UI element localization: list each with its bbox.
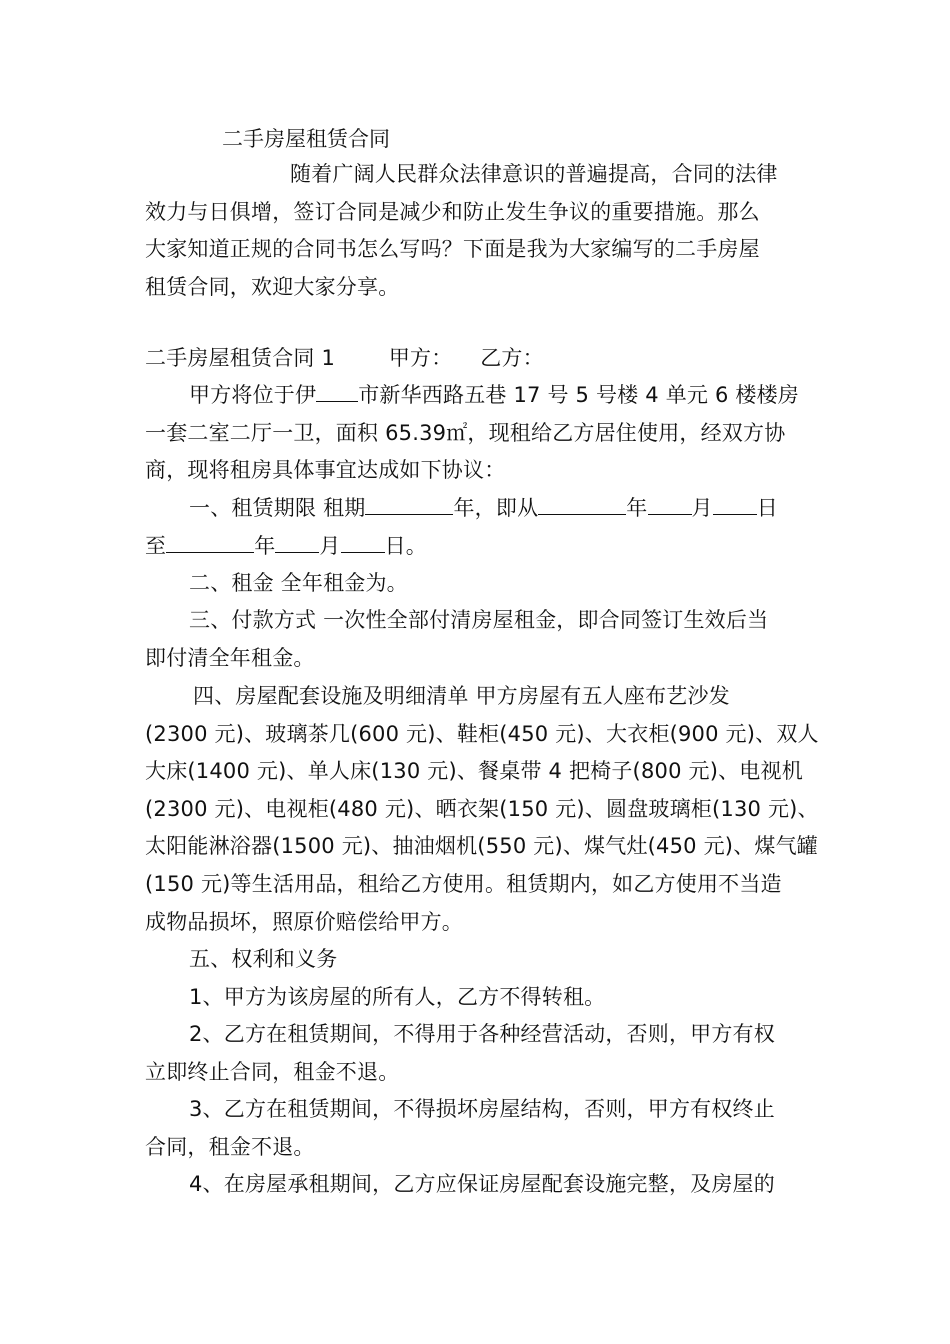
- blank-start-day: [713, 492, 757, 515]
- rights-item-3: [145, 1091, 807, 1166]
- rights-section: [145, 941, 807, 1016]
- text-line: 随着广阔人民群众法律意识的普遍提高，合同的法律: [290, 162, 778, 186]
- payment-paragraph: [145, 602, 807, 677]
- blank-end-day: [341, 530, 385, 553]
- text-line: 成物品损坏，照原价赔偿给甲方。: [145, 909, 463, 934]
- text-line: 商，现将租房具体事宜达成如下协议：: [145, 458, 506, 483]
- blank-years: [365, 492, 453, 515]
- rights-item-2: [145, 1016, 807, 1091]
- term-text: 年，即从: [453, 496, 539, 520]
- text-line: (2300 元)、电视柜(480 元)、晒衣架(150 元)、圆盘玻璃柜(130 元)、: [145, 796, 819, 821]
- rent-paragraph: [145, 565, 807, 603]
- location-text: 甲方将位于伊: [189, 383, 317, 407]
- text-line: (150 元)等生活用品，租给乙方使用。租赁期内，如乙方使用不当造: [145, 871, 782, 896]
- text-line: 四、房屋配套设施及明细清单 甲方房屋有五人座布艺沙发: [193, 684, 730, 708]
- party-a-label: 甲方：: [388, 346, 453, 370]
- document-title: 二手房屋租赁合同: [222, 127, 390, 151]
- location-text: 市新华西路五巷 17 号 5 号楼 4 单元 6 楼楼房: [358, 383, 800, 407]
- term-text: 至: [145, 533, 167, 558]
- rights-item-1: 1、甲方为该房屋的所有人，乙方不得转租。: [189, 984, 606, 1009]
- term-text: 年: [626, 496, 648, 520]
- term-text: 年: [254, 533, 276, 558]
- rights-heading: 五、权利和义务: [189, 947, 338, 971]
- text-line: 4、在房屋承租期间，乙方应保证房屋配套设施完整，及房屋的: [189, 1172, 775, 1196]
- text-line: 合同，租金不退。: [145, 1134, 315, 1159]
- term-paragraph: [145, 490, 807, 565]
- term-text: 月: [691, 496, 713, 520]
- blank-start-year: [538, 492, 626, 515]
- text-line: (2300 元)、玻璃茶几(600 元)、鞋柜(450 元)、大衣柜(900 元)、双人: [145, 721, 819, 746]
- term-text: 日: [756, 496, 778, 520]
- party-b-label: 乙方：: [480, 346, 544, 370]
- text-line: 2、乙方在租赁期间，不得用于各种经营活动，否则，甲方有权: [189, 1022, 775, 1046]
- text-line: 太阳能淋浴器(1500 元)、抽油烟机(550 元)、煤气灶(450 元)、煤气罐: [145, 834, 818, 859]
- blank-start-month: [648, 492, 692, 515]
- text-line: 大床(1400 元)、单人床(130 元)、餐桌带 4 把椅子(800 元)、电视机: [145, 759, 803, 784]
- facilities-paragraph: [145, 678, 819, 941]
- term-label: 一、租赁期限 租期: [189, 496, 366, 520]
- blank-end-year: [166, 530, 254, 553]
- contract-heading-line: [145, 340, 807, 378]
- text-line: 三、付款方式 一次性全部付清房屋租金，即合同签订生效后当: [189, 608, 769, 632]
- text-line: 二、租金 全年租金为。: [189, 571, 408, 595]
- text-line: 租赁合同，欢迎大家分享。: [145, 274, 400, 299]
- text-line: 效力与日俱增，签订合同是减少和防止发生争议的重要措施。那么: [145, 199, 760, 224]
- text-line: 大家知道正规的合同书怎么写吗？下面是我为大家编写的二手房屋: [145, 237, 760, 262]
- location-paragraph: [145, 377, 807, 490]
- text-line: 立即终止合同，租金不退。: [145, 1059, 400, 1084]
- text-line: 3、乙方在租赁期间，不得损坏房屋结构，否则，甲方有权终止: [189, 1097, 775, 1121]
- blank-end-month: [275, 530, 319, 553]
- rights-item-4: [145, 1166, 807, 1204]
- blank-city: [316, 379, 358, 402]
- term-text: 日。: [384, 533, 428, 558]
- intro-paragraph: [145, 156, 807, 306]
- term-text: 月: [319, 533, 341, 558]
- contract-heading: 二手房屋租赁合同 1: [145, 346, 336, 370]
- text-line: 即付清全年租金。: [145, 645, 315, 670]
- text-line: 一套二室二厅一卫，面积 65.39㎡，现租给乙方居住使用，经双方协: [145, 420, 786, 445]
